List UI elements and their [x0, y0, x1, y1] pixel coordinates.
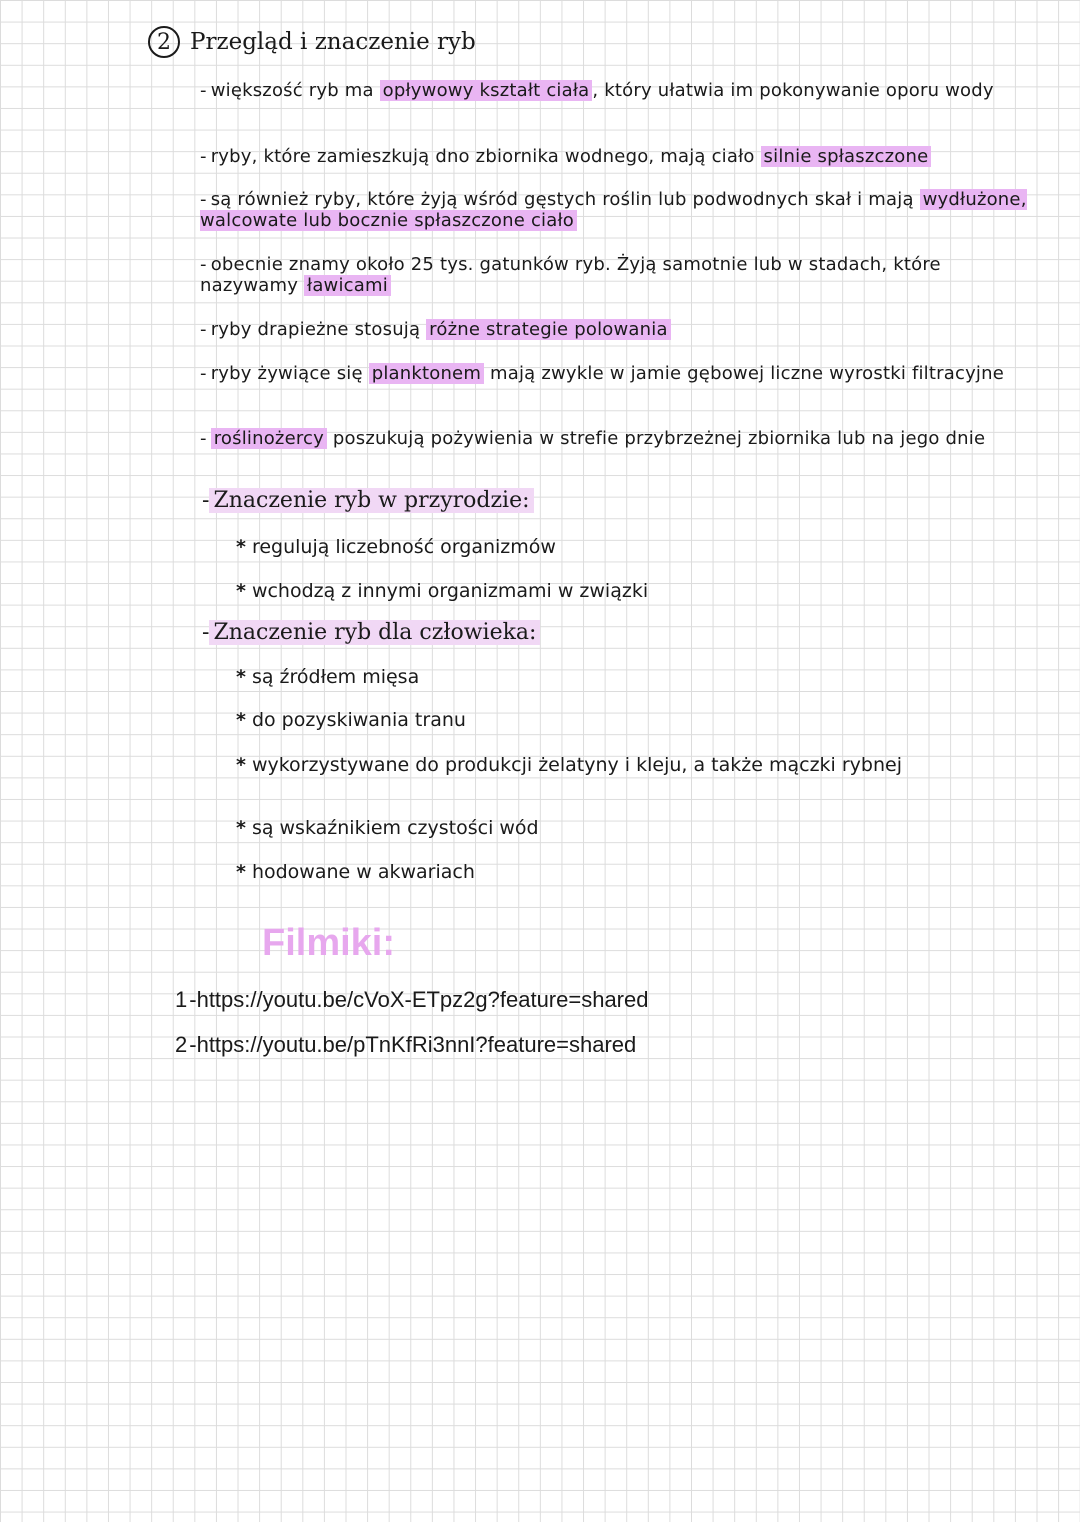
- title-text: Przegląd i znaczenie ryb: [190, 29, 476, 55]
- heading-text: Znaczenie ryb w przyrodzie:: [209, 488, 533, 513]
- section-number: 2: [148, 26, 180, 58]
- asterisk-icon: *: [236, 754, 246, 776]
- heading-text: Znaczenie ryb dla człowieka:: [209, 620, 540, 645]
- asterisk-icon: *: [236, 861, 246, 883]
- note-line-7: - roślinożercy poszukują pożywienia w strefie przybrzeżnej zbiornika lub na jego dnie: [200, 428, 986, 449]
- asterisk-icon: *: [236, 709, 246, 731]
- dash-mark: -: [202, 620, 210, 645]
- asterisk-icon: *: [236, 666, 246, 688]
- human-item: * hodowane w akwariach: [236, 861, 475, 883]
- human-item: * do pozyskiwania tranu: [236, 709, 466, 731]
- video-link[interactable]: https://youtu.be/cVoX-ETpz2g?feature=shared: [196, 987, 649, 1012]
- asterisk-icon: *: [236, 817, 246, 839]
- link-number: 1: [175, 987, 188, 1012]
- human-item: * są wskaźnikiem czystości wód: [236, 817, 539, 839]
- highlight: planktonem: [369, 363, 484, 384]
- dash-mark: -: [200, 80, 207, 101]
- highlight: ławicami: [304, 275, 391, 296]
- nature-item: * wchodzą z innymi organizmami w związki: [236, 580, 649, 602]
- highlight: różne strategie polowania: [426, 319, 671, 340]
- nature-heading: [202, 488, 534, 513]
- highlight: opływowy kształt ciała: [380, 80, 593, 101]
- videos-heading: Filmiki:: [262, 922, 396, 964]
- video-link[interactable]: https://youtu.be/pTnKfRi3nnI?feature=shared: [196, 1032, 637, 1057]
- dash-mark: -: [200, 189, 207, 210]
- human-item: * są źródłem mięsa: [236, 666, 420, 688]
- highlight: wydłużone, walcowate lub bocznie spłaszczone ciało: [200, 189, 1027, 231]
- nature-item: * regulują liczebność organizmów: [236, 536, 556, 558]
- video-link-row: 2-https://youtu.be/pTnKfRi3nnI?feature=shared: [175, 1032, 637, 1057]
- human-heading: [202, 620, 540, 645]
- link-number: 2: [175, 1032, 188, 1057]
- note-line-5: - ryby drapieżne stosują różne strategie polowania: [200, 319, 1030, 340]
- asterisk-icon: *: [236, 580, 246, 602]
- page-title: [148, 26, 476, 58]
- dash-mark: -: [200, 254, 207, 275]
- note-line-4: - obecnie znamy około 25 tys. gatunków ryb. Żyją samotnie lub w stadach, które nazywamy ławicami: [200, 254, 941, 296]
- dash-mark: -: [200, 319, 207, 340]
- video-link-row: 1-https://youtu.be/cVoX-ETpz2g?feature=shared: [175, 987, 649, 1012]
- highlight: roślinożercy: [211, 428, 327, 449]
- note-line-6: - ryby żywiące się planktonem mają zwykle w jamie gębowej liczne wyrostki filtracyjne: [200, 363, 1005, 384]
- note-line-1: - większość ryb ma opływowy kształt ciała , który ułatwia im pokonywanie oporu wody: [200, 80, 994, 101]
- note-line-2: - ryby, które zamieszkują dno zbiornika wodnego, mają ciało silnie spłaszczone: [200, 146, 1030, 167]
- dash-mark: -: [200, 363, 207, 384]
- note-line-3: - są również ryby, które żyją wśród gęstych roślin lub podwodnych skał i mają wydłużone, walcowate lub bocznie spłaszczone ciało: [200, 189, 1027, 231]
- dash-mark: -: [200, 146, 207, 167]
- highlight: silnie spłaszczone: [761, 146, 932, 167]
- asterisk-icon: *: [236, 536, 246, 558]
- human-item: * wykorzystywane do produkcji żelatyny i kleju, a także mączki rybnej: [236, 754, 902, 776]
- dash-mark: -: [200, 428, 207, 449]
- dash-mark: -: [202, 488, 210, 513]
